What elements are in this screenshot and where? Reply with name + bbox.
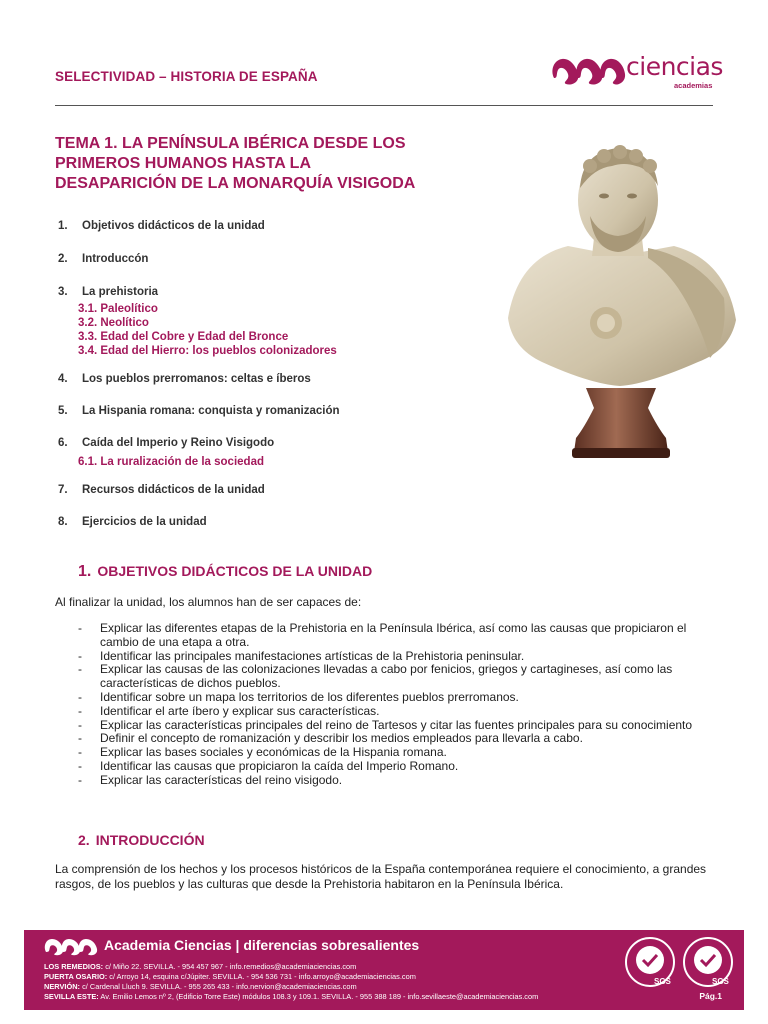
- list-item-text: Explicar las características principales del reino de Tartesos y citar las fuentes principales para su conocimiento: [100, 717, 693, 732]
- footer-address-line: [44, 962, 538, 972]
- logo-subtitle: academias: [674, 81, 713, 90]
- list-item: [78, 746, 728, 760]
- toc-item-label: Introduccón: [82, 253, 149, 265]
- footer-address-text: Av. Emilio Lemos nº 2, (Edificio Torre Este) módulos 108.3 y 109.1. SEVILLA. - 955 388 189 - info.sevillaeste@academiaciencias.com: [98, 992, 539, 1001]
- document-title-line: TEMA 1. LA PENÍNSULA IBÉRICA DESDE LOS: [55, 135, 406, 152]
- section-intro: Al finalizar la unidad, los alumnos han de ser capaces de:: [55, 595, 362, 609]
- ciencias-logo-mark-icon: [548, 52, 628, 88]
- page-number: Pág.1: [699, 991, 722, 1001]
- list-bullet: -: [78, 648, 82, 663]
- footer-heading: Academia Ciencias | diferencias sobresalientes: [104, 937, 420, 953]
- list-item-text: Definir el concepto de romanización y describir los medios empleados para llevarla a cabo.: [100, 731, 583, 746]
- seal-label: SGS: [712, 977, 729, 986]
- toc-subitem: 3.4. Edad del Hierro: los pueblos colonizadores: [78, 345, 337, 357]
- footer-address-label: NERVIÓN:: [44, 982, 81, 991]
- list-item: [78, 719, 728, 733]
- section-paragraph: La comprensión de los hechos y los procesos históricos de la España contemporánea requiere el conocimiento, a grandes rasgos, de los pueblos y las culturas que desde la Prehistoria habitaron en la Península Ibérica.: [55, 862, 707, 891]
- toc-item: [58, 373, 311, 385]
- toc-subitem: 3.1. Paleolítico: [78, 303, 158, 315]
- toc-item-number: 6.: [58, 437, 68, 449]
- sgs-certification-seal-icon: [682, 936, 734, 988]
- list-bullet: -: [78, 703, 82, 718]
- list-item-text: Explicar las características del reino visigodo.: [100, 772, 343, 787]
- document-title: [55, 134, 495, 194]
- toc-item-label: Caída del Imperio y Reino Visigodo: [82, 437, 275, 449]
- list-item: [78, 760, 728, 774]
- list-bullet: -: [78, 745, 82, 760]
- ciencias-logo: [548, 52, 723, 92]
- footer-address-label: LOS REMEDIOS:: [44, 962, 104, 971]
- toc-item-number: 1.: [58, 220, 68, 232]
- toc-subitem: 3.3. Edad del Cobre y Edad del Bronce: [78, 331, 289, 343]
- list-item-text: Identificar sobre un mapa los territorios de los diferentes pueblos prerromanos.: [100, 689, 519, 704]
- footer-address-text: c/ Cardenal Lluch 9. SEVILLA. - 955 265 433 - info.nervion@academiaciencias.com: [80, 982, 357, 991]
- list-bullet: -: [78, 717, 82, 732]
- document-title-line: DESAPARICIÓN DE LA MONARQUÍA VISIGODA: [55, 175, 416, 192]
- list-item: [78, 650, 728, 664]
- list-bullet: -: [78, 689, 82, 704]
- page-footer: [24, 930, 744, 1010]
- list-item-text: Identificar las principales manifestaciones artísticas de la Prehistoria peninsular.: [100, 648, 525, 663]
- objectives-list: [78, 622, 728, 788]
- footer-address-line: [44, 972, 538, 982]
- list-item: [78, 774, 728, 788]
- list-item: [78, 705, 728, 719]
- toc-item-number: 5.: [58, 405, 68, 417]
- toc-subitem: 6.1. La ruralización de la sociedad: [78, 456, 264, 468]
- toc-item: [58, 253, 148, 265]
- toc-item-label: Recursos didácticos de la unidad: [82, 484, 265, 496]
- list-bullet: -: [78, 731, 82, 746]
- toc-subitem: 3.2. Neolítico: [78, 317, 149, 329]
- toc-item-number: 7.: [58, 484, 68, 496]
- logo-wordmark: ciencias: [626, 52, 723, 81]
- header-divider: [55, 105, 713, 106]
- toc-item: [58, 484, 265, 496]
- document-title-line: PRIMEROS HUMANOS HASTA LA: [55, 155, 311, 172]
- footer-addresses: [44, 962, 538, 1002]
- footer-address-line: [44, 982, 538, 992]
- section-number: 2.: [78, 832, 90, 848]
- roman-bust-image: [498, 138, 743, 460]
- list-item-text: Identificar las causas que propiciaron la caída del Imperio Romano.: [100, 758, 459, 773]
- footer-address-text: c/ Arroyo 14, esquina c/Júpiter. SEVILLA. - 954 536 731 - info.arroyo@academiaciencias.com: [107, 972, 416, 981]
- footer-address-text: c/ Miño 22. SEVILLA. - 954 457 967 - info.remedios@academiaciencias.com: [103, 962, 357, 971]
- toc-item: [58, 286, 158, 298]
- list-item: [78, 663, 728, 691]
- toc-item-label: Los pueblos prerromanos: celtas e íberos: [82, 373, 311, 385]
- list-item-text: Explicar las causas de las colonizaciones llevadas a cabo por fenicios, griegos y cartagineses, así como las características de dichos pueblos.: [100, 662, 673, 691]
- list-bullet: -: [78, 662, 82, 677]
- seal-label: SGS: [654, 977, 671, 986]
- list-bullet: -: [78, 621, 82, 635]
- sgs-certification-seal-icon: [624, 936, 676, 988]
- toc-item: [58, 516, 207, 528]
- section-heading: [78, 832, 205, 848]
- toc-item-label: Ejercicios de la unidad: [82, 516, 207, 528]
- toc-item: [58, 220, 265, 232]
- footer-address-label: SEVILLA ESTE:: [44, 992, 99, 1001]
- list-bullet: -: [78, 758, 82, 773]
- list-item-text: Explicar las bases sociales y económicas de la Hispania romana.: [100, 745, 447, 760]
- footer-address-line: [44, 992, 538, 1002]
- toc-item: [58, 405, 340, 417]
- toc-item-number: 3.: [58, 286, 68, 298]
- section-title: OBJETIVOS DIDÁCTICOS DE LA UNIDAD: [97, 563, 373, 579]
- toc-item-number: 4.: [58, 373, 68, 385]
- toc-item-number: 8.: [58, 516, 68, 528]
- section-heading: [78, 563, 372, 581]
- list-bullet: -: [78, 772, 82, 787]
- toc-item-label: La prehistoria: [82, 286, 159, 298]
- toc-item-label: La Hispania romana: conquista y romanización: [82, 405, 340, 417]
- footer-address-label: PUERTA OSARIO:: [44, 972, 108, 981]
- list-item-text: Explicar las diferentes etapas de la Prehistoria en la Península Ibérica, así como las causas que propiciaron el cambio de una etapa a otra.: [100, 621, 687, 649]
- toc-item-label: Objetivos didácticos de la unidad: [82, 220, 265, 232]
- section-number: 1.: [78, 563, 92, 580]
- section-title: INTRODUCCIÓN: [95, 832, 205, 848]
- list-item-text: Identificar el arte íbero y explicar sus características.: [100, 703, 380, 718]
- toc-item-number: 2.: [58, 253, 68, 265]
- list-item: [78, 691, 728, 705]
- toc-item: [58, 437, 274, 449]
- header-title: SELECTIVIDAD – HISTORIA DE ESPAÑA: [55, 69, 318, 84]
- list-item: [78, 622, 728, 650]
- list-item: [78, 732, 728, 746]
- ciencias-logo-mark-icon: [42, 935, 102, 957]
